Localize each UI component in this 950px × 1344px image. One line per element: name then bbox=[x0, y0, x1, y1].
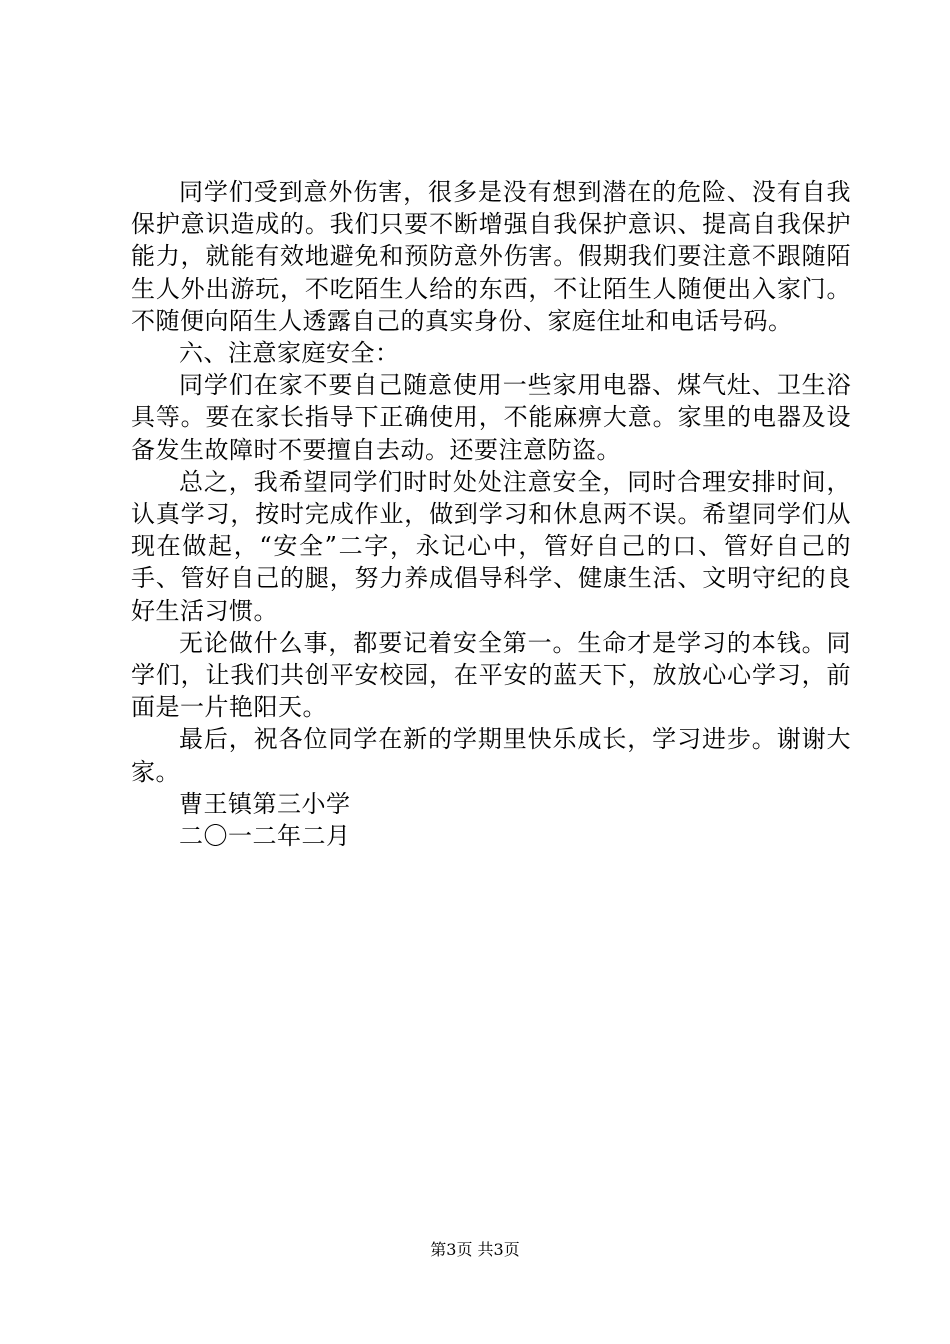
paragraph-safety-awareness: 同学们受到意外伤害，很多是没有想到潜在的危险、没有自我保护意识造成的。我们只要不断增强自我保护意识、提高自我保护能力，就能有效地避免和预防意外伤害。假期我们要注意不跟随陌生人外出游玩，不吃陌生人给的东西，不让陌生人随便出入家门。不随便向陌生人透露自己的真实身份、家庭住址和电话号码。 bbox=[131, 178, 851, 335]
page-footer bbox=[0, 1240, 950, 1260]
paragraph-closing: 最后，祝各位同学在新的学期里快乐成长，学习进步。谢谢大家。 bbox=[131, 725, 851, 786]
document-body bbox=[131, 176, 851, 852]
paragraph-safety-first: 无论做什么事，都要记着安全第一。生命才是学习的本钱。同学们，让我们共创平安校园，在平安的蓝天下，放放心心学习，前面是一片艳阳天。 bbox=[131, 628, 851, 722]
section-heading-home-safety: 六、注意家庭安全： bbox=[179, 339, 400, 368]
signature-school: 曹王镇第三小学 bbox=[179, 789, 351, 818]
signature-date: 二〇一二年二月 bbox=[179, 822, 351, 851]
page-number: 第3页 共3页 bbox=[430, 1240, 520, 1259]
paragraph-home-appliances: 同学们在家不要自己随意使用一些家用电器、煤气灶、卫生浴具等。要在家长指导下正确使用，不能麻痹大意。家里的电器及设备发生故障时不要擅自去动。还要注意防盗。 bbox=[131, 371, 851, 464]
paragraph-summary: 总之，我希望同学们时时处处注意安全，同时合理安排时间，认真学习，按时完成作业，做到学习和休息两不误。希望同学们从现在做起，“安全”二字，永记心中，管好自己的口、管好自己的手、管好自己的腿，努力养成倡导科学、健康生活、文明守纪的良好生活习惯。 bbox=[131, 467, 851, 625]
